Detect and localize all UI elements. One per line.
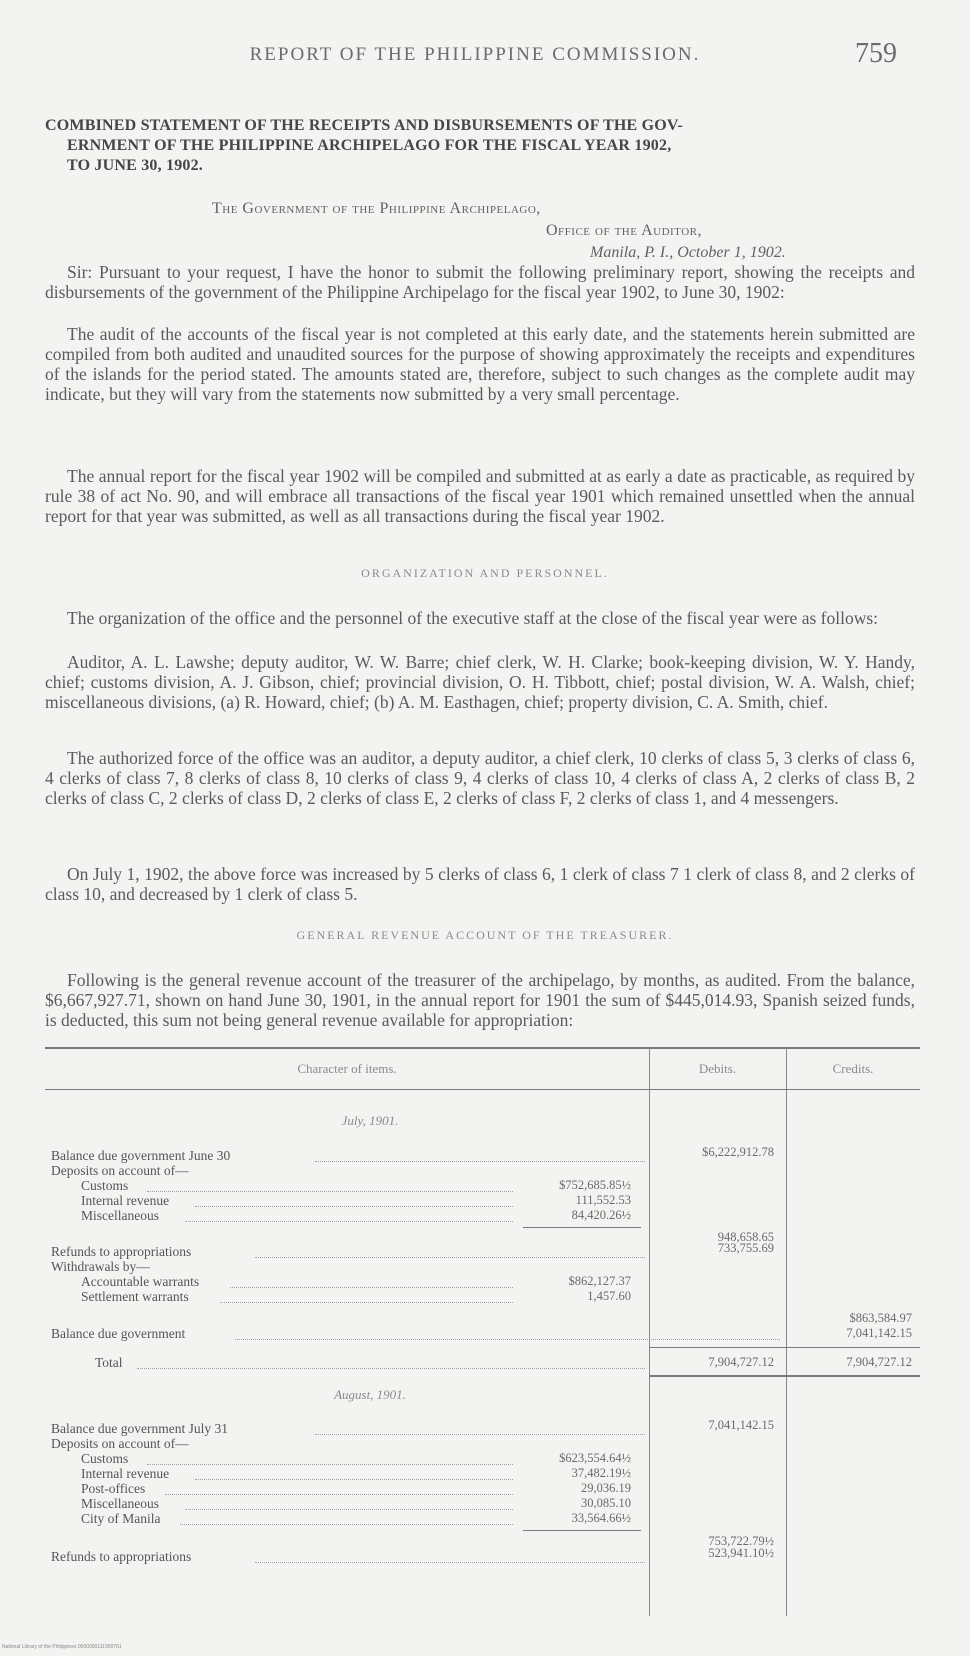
sub-amount: 84,420.26½ — [571, 1208, 631, 1222]
leader-dots — [230, 1286, 513, 1288]
debit-amount: 7,904,727.12 — [708, 1355, 774, 1369]
section-title-organization: ORGANIZATION AND PERSONNEL. — [361, 566, 609, 580]
debit-amount: 523,941.10½ — [708, 1546, 774, 1560]
row-label: Accountable warrants — [81, 1274, 200, 1289]
header-bottom-rule — [45, 1089, 920, 1090]
running-head: REPORT OF THE PHILIPPINE COMMISSION. — [249, 44, 701, 65]
ledger-row — [45, 1241, 920, 1260]
sub-amount: 33,564.66½ — [571, 1511, 631, 1525]
row-label: Refunds to appropriations — [51, 1244, 192, 1259]
row-label: Customs — [81, 1451, 129, 1466]
leader-dots — [315, 1160, 645, 1162]
leader-dots — [235, 1338, 780, 1340]
sub-amount: 1,457.60 — [587, 1289, 631, 1303]
ledger-row — [45, 1496, 920, 1512]
row-label: Balance due government June 30 — [51, 1148, 231, 1163]
ledger-row — [45, 1274, 920, 1290]
leader-dots — [147, 1190, 513, 1192]
debit-amount: 753,722.79½ — [708, 1534, 774, 1548]
total-top-rule — [649, 1347, 920, 1348]
sub-amount: $623,554.64½ — [559, 1451, 631, 1465]
leader-dots — [195, 1205, 513, 1207]
ledger-total-row — [45, 1355, 920, 1371]
title-line-1: COMBINED STATEMENT OF THE RECEIPTS AND DISBURSEMENTS OF THE GOV- — [45, 117, 683, 134]
ledger-row — [45, 1326, 920, 1342]
leader-dots — [165, 1493, 513, 1495]
header-character-of-items: Character of items. — [297, 1061, 397, 1076]
row-label: Post-offices — [81, 1481, 146, 1496]
scan-credit: National Library of the Philippines 0000000111900761 — [2, 1644, 122, 1650]
letterhead-office: Office of the Auditor, — [546, 222, 702, 239]
header-debits: Debits. — [698, 1061, 737, 1076]
intro-paragraph-3: The annual report for the fiscal year 1902 will be compiled and submitted at as early a date as practicable, as required by rule 38 of act No. 90, and will embrace all transactions of the fiscal year 1901 which remained unsettled when the annual report for that year was submitted, as well as all transactions during the fiscal year 1902. — [45, 466, 915, 526]
sub-amount: $862,127.37 — [568, 1274, 631, 1288]
leader-dots — [315, 1433, 645, 1435]
ledger-row — [45, 1178, 920, 1194]
debit-amount: 733,755.69 — [717, 1241, 774, 1255]
leader-dots — [137, 1367, 645, 1369]
row-label: Customs — [81, 1178, 129, 1193]
row-label: City of Manila — [81, 1511, 161, 1526]
section-title-revenue: GENERAL REVENUE ACCOUNT OF THE TREASURER. — [296, 928, 674, 942]
row-label: Balance due government July 31 — [51, 1421, 228, 1436]
revenue-paragraph: Following is the general revenue account of the treasurer of the archipelago, by months, as audited. From the balance, $6,667,927.71, shown on hand June 30, 1901, in the annual report for 1901 the sum of $445,014.93, Spanish seized funds, is deducted, this sum not being general revenue available for appropriation: — [45, 970, 915, 1030]
row-label: Total — [95, 1355, 123, 1370]
ledger-row — [45, 1534, 920, 1550]
document-title — [45, 116, 915, 176]
revenue-ledger-table — [45, 1047, 920, 1616]
organization-paragraph-3: The authorized force of the office was an auditor, a deputy auditor, a chief clerk, 10 clerks of class 5, 3 clerks of class 6, 4 clerks of class 7, 8 clerks of class 8, 10 clerks of class 9, 4 clerks of class 10, 4 clerks of class A, 2 clerks of class B, 2 clerks of class C, 2 clerks of class D, 2 clerks of class E, 2 clerks of class F, 2 clerks of class 1, and 4 messengers. — [45, 748, 915, 808]
row-label: Deposits on account of— — [51, 1163, 189, 1178]
ledger-row — [45, 1289, 920, 1305]
total-bottom-rule — [649, 1375, 920, 1377]
sub-amount: 30,085.10 — [581, 1496, 631, 1510]
ledger-row — [45, 1451, 920, 1467]
intro-paragraph-2: The audit of the accounts of the fiscal year is not completed at this early date, and the statements herein submitted are compiled from both audited and unaudited sources for the purpose of showing approximately the receipts and expenditures of the islands for the period stated. The amounts stated are, therefore, subject to such changes as the complete audit may indicate, but they will vary from the statements now submitted by a very small percentage. — [45, 324, 915, 404]
row-label: Balance due government — [51, 1326, 186, 1341]
organization-paragraph-2: Auditor, A. L. Lawshe; deputy auditor, W. W. Barre; chief clerk, W. H. Clarke; book-keeping division, W. Y. Handy, chief; customs division, A. J. Gibson, chief; provincial division, O. H. Tibbott, chief; postal division, W. A. Walsh, chief; miscellaneous divisions, (a) R. Howard, chief; (b) A. M. Easthagen, chief; property division, C. A. Smith, chief. — [45, 652, 915, 712]
ledger-row — [45, 1193, 920, 1209]
ledger-row — [45, 1481, 920, 1497]
row-label: Miscellaneous — [81, 1496, 159, 1511]
ledger-row — [45, 1163, 920, 1179]
sub-amount: 37,482.19½ — [571, 1466, 631, 1480]
subtotal-rule — [523, 1227, 641, 1228]
row-label: Deposits on account of— — [51, 1436, 189, 1451]
debit-amount: 948,658.65 — [717, 1230, 774, 1244]
debit-amount: 7,041,142.15 — [708, 1418, 774, 1432]
letterhead-government: The Government of the Philippine Archipelago, — [212, 200, 541, 217]
row-label: Settlement warrants — [81, 1289, 189, 1304]
debit-amount: $6,222,912.78 — [702, 1145, 774, 1159]
leader-dots — [255, 1256, 645, 1258]
ledger-row — [45, 1311, 920, 1327]
title-line-2: ERNMENT OF THE PHILIPPINE ARCHIPELAGO FOR THE FISCAL YEAR 1902, — [67, 137, 672, 154]
letterhead-date: Manila, P. I., October 1, 1902. — [590, 244, 786, 261]
credit-amount: $863,584.97 — [849, 1311, 912, 1325]
ledger-row — [45, 1466, 920, 1482]
month-heading-july: July, 1901. — [341, 1113, 399, 1128]
sub-amount: 111,552.53 — [575, 1193, 631, 1207]
header-credits: Credits. — [832, 1061, 874, 1076]
ledger-row — [45, 1418, 920, 1437]
ledger-row — [45, 1208, 920, 1224]
sub-amount: $752,685.85½ — [559, 1178, 631, 1192]
ledger-row — [45, 1259, 920, 1275]
leader-dots — [220, 1301, 513, 1303]
ledger-row — [45, 1546, 920, 1565]
leader-dots — [180, 1523, 513, 1525]
title-line-3: TO JUNE 30, 1902. — [67, 157, 204, 174]
credit-amount: 7,041,142.15 — [846, 1326, 912, 1340]
ledger-row — [45, 1511, 920, 1527]
leader-dots — [185, 1508, 513, 1510]
row-label: Miscellaneous — [81, 1208, 159, 1223]
credit-amount: 7,904,727.12 — [846, 1355, 912, 1369]
row-label: Internal revenue — [81, 1193, 170, 1208]
leader-dots — [147, 1463, 513, 1465]
leader-dots — [195, 1478, 513, 1480]
row-label: Internal revenue — [81, 1466, 170, 1481]
leader-dots — [255, 1561, 645, 1563]
leader-dots — [185, 1220, 513, 1222]
row-label: Withdrawals by— — [51, 1259, 150, 1274]
table-top-rule — [45, 1047, 920, 1049]
ledger-row — [45, 1436, 920, 1452]
ledger-row — [45, 1145, 920, 1164]
row-label: Refunds to appropriations — [51, 1549, 192, 1564]
intro-paragraph-1: Sir: Pursuant to your request, I have the honor to submit the following preliminary report, showing the receipts and disbursements of the government of the Philippine Archipelago for the fiscal year 1902, to June 30, 1902: — [45, 262, 915, 302]
organization-paragraph-4: On July 1, 1902, the above force was increased by 5 clerks of class 6, 1 clerk of class 7 1 clerk of class 8, and 2 clerks of class 10, and decreased by 1 clerk of class 5. — [45, 864, 915, 904]
page-number: 759 — [855, 38, 897, 69]
organization-paragraph-1: The organization of the office and the personnel of the executive staff at the close of the fiscal year were as follows: — [67, 608, 879, 628]
sub-amount: 29,036.19 — [581, 1481, 631, 1495]
subtotal-rule — [523, 1530, 641, 1531]
month-heading-august: August, 1901. — [334, 1387, 406, 1402]
